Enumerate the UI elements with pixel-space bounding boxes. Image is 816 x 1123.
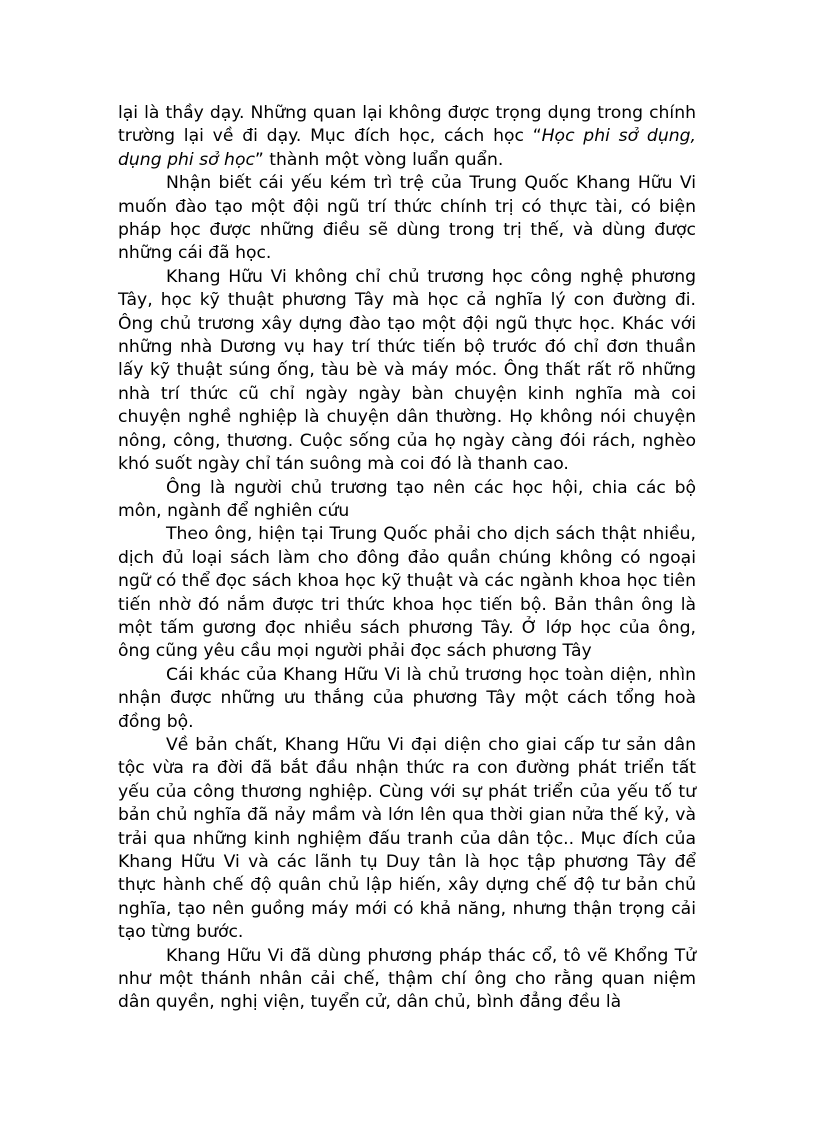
italic-quote: Học phi sở dụng, dụng phi sở học (118, 126, 696, 170)
text-segment: Ông là người chủ trương tạo nên các học hội, chia các bộ môn, ngành để nghiên cứu (118, 477, 696, 521)
paragraph (118, 102, 696, 172)
paragraph (118, 523, 696, 663)
paragraph (118, 172, 696, 266)
text-segment: Về bản chất, Khang Hữu Vi đại diện cho giai cấp tư sản dân tộc vừa ra đời đã bắt đầu nhận thức ra con đường phát triển tất yếu của công thương nghiệp. Cùng với sự phát triển của yếu tố tư bản chủ nghĩa đã nảy mầm và lớn lên qua thời gian nửa thế kỷ, và trải qua những kinh nghiệm đấu tranh của dân tộc.. Mục đích của Khang Hữu Vi và các lãnh tụ Duy tân là học tập phương Tây để thực hành chế độ quân chủ lập hiến, xây dựng chế độ tư bản chủ nghĩa, tạo nên guồng máy mới có khả năng, nhưng thận trọng cải tạo từng bước. (118, 734, 696, 943)
text-segment: Khang Hữu Vi không chỉ chủ trương học công nghệ phương Tây, học kỹ thuật phương Tây mà học cả nghĩa lý con đường đi. Ông chủ trương xây dựng đào tạo một đội ngũ thực học. Khác với những nhà Dương vụ hay trí thức tiến bộ trước đó chỉ đơn thuần lấy kỹ thuật súng ống, tàu bè và máy móc. Ông thất rất rõ những nhà trí thức cũ chỉ ngày ngày bàn chuyện kinh nghĩa mà coi chuyện nghề nghiệp là chuyện dân thường. Họ không nói chuyện nông, công, thương. Cuộc sống của họ ngày càng đói rách, nghèo khó suốt ngày chỉ tán suông mà coi đó là thanh cao. (118, 266, 696, 475)
paragraph (118, 266, 696, 477)
text-segment: ” thành một vòng luẩn quẩn. (254, 149, 504, 170)
text-segment: lại là thầy dạy. Những quan lại không được trọng dụng trong chính trường lại về đi dạy. Mục đích học, cách học “ (118, 103, 696, 147)
text-segment: Nhận biết cái yếu kém trì trệ của Trung Quốc Khang Hữu Vi muốn đào tạo một đội ngũ trí thức chính trị có thực tài, có biện pháp học được những điều sẽ dùng trong trị thế, và dùng được những cái đã học. (118, 173, 696, 264)
text-segment: Cái khác của Khang Hữu Vi là chủ trương học toàn diện, nhìn nhận được những ưu thắng của phương Tây một cách tổng hoà đồng bộ. (118, 664, 696, 732)
paragraph (118, 477, 696, 524)
text-segment: Khang Hữu Vi đã dùng phương pháp thác cổ, tô vẽ Khổng Tử như một thánh nhân cải chế, thậm chí ông cho rằng quan niệm dân quyền, nghị viện, tuyển cử, dân chủ, bình đẳng đều là (118, 945, 696, 1013)
text-segment: Theo ông, hiện tại Trung Quốc phải cho dịch sách thật nhiều, dịch đủ loại sách làm cho đông đảo quần chúng không có ngoại ngữ có thể đọc sách khoa học kỹ thuật và các ngành khoa học tiên tiến nhờ đó nắm được tri thức khoa học tiến bộ. Bản thân ông là một tấm gương đọc nhiều sách phương Tây. Ở lớp học của ông, ông cũng yêu cầu mọi người phải đọc sách phương Tây (118, 524, 696, 662)
paragraph (118, 734, 696, 945)
paragraph (118, 945, 696, 1015)
paragraph (118, 664, 696, 734)
body-text (118, 102, 696, 1015)
